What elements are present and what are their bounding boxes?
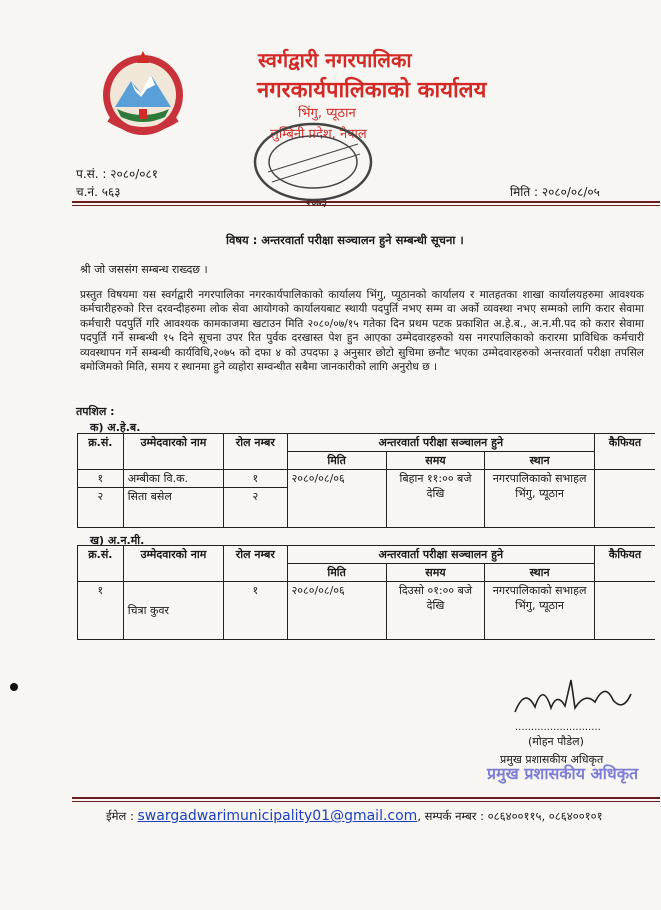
- group1-remark: [594, 470, 655, 528]
- hole-punch-mark: [10, 683, 18, 691]
- office-name: नगरकार्यपालिकाको कार्यालय: [257, 78, 487, 103]
- group2-table: क्र.सं. उम्मेदवारको नाम रोल नम्बर अन्तरवार्ता परीक्षा सञ्चालन हुने कैफियत मिति समय स्थान १ चित्रा कुवर १ २०८०/०८/०६ दिउसो ०१:०० बजे देखि नगरपालिकाको सभाहल भिंगु, प्यूठान: [77, 545, 655, 640]
- col-sn: क्र.सं.: [78, 434, 124, 470]
- office-address: भिंगु, प्यूठान: [298, 106, 356, 121]
- table-row: १ चित्रा कुवर १ २०८०/०८/०६ दिउसो ०१:०० बजे देखि नगरपालिकाको सभाहल भिंगु, प्यूठान: [78, 582, 656, 640]
- group1-table: [77, 433, 655, 528]
- header-divider-thin: [72, 205, 660, 206]
- col-remark: कैफियत: [594, 434, 655, 470]
- office-province: लुम्बिनी प्रदेश, नेपाल: [270, 127, 367, 142]
- annex-label: तपशिल :: [76, 405, 115, 418]
- signatory-name: (मोहन पौडेल): [528, 735, 584, 748]
- col-name: उम्मेदवारको नाम: [123, 434, 223, 470]
- letter-date: मिति : २०८०/०८/०५: [510, 185, 600, 199]
- col-roll: रोल नम्बर: [224, 434, 287, 470]
- col-time: समय: [386, 452, 485, 470]
- phone-numbers: , सम्पर्क नम्बर : ०८६४००११५, ०८६४००१०१: [417, 809, 603, 823]
- footer-divider-thin: [72, 801, 660, 802]
- notice-body: प्रस्तुत विषयमा यस स्वर्गद्वारी नगरपालिका नगरकार्यपालिकाको कार्यालय भिंगु, प्यूठानको कार्यालय र मातहतका शाखा कार्यालयहरुमा आवश्यक कर्मचारीहरुको रित्त दरवन्दीहरुमा लोक सेवा आयोगको कार्यालयबाट स्थायी पदपुर्ति नभए सम्म वा अर्को व्यवस्था नभए सम्मको लागि करार सेवामा कर्मचारी पदपुर्ति गरि आवश्यक कामकाजमा खटाउन मिति २०८०/०७/१५ गतेका दिन प्रथम पटक प्रकाशित अ.हे.ब., अ.न.मी.पद को करार सेवामा पदपुर्ति गर्ने सम्बन्धी १५ दिने सूचना उपर रित पुर्वक दरखास्त पेश हुन आएका उम्मेदवारहरुको यस नगरपालिकाको करारमा प्राविधिक कर्मचारी व्यवस्थापन गर्ने सम्बन्धी कार्यविधि,२०७५ को दफा ४ को उपदफा ३ अनुसार छोटो सुचिमा छनौट भएका उम्मेदवारहरुको अन्तरवार्ता परीक्षा तपसिल बमोजिमको मिति, समय र स्थानमा हुने व्यहोरा सम्वन्धीत सबैमा जानकारीको लागि अनुरोध छ ।: [80, 289, 644, 374]
- office-seal-stamp: [248, 120, 378, 210]
- nepal-emblem-icon: [95, 45, 191, 141]
- notice-subject: विषय : अन्तरवार्ता परीक्षा सञ्चालन हुने सम्बन्धी सूचना ।: [226, 233, 464, 247]
- group2-time: दिउसो ०१:०० बजे देखि: [386, 582, 485, 640]
- group1-date: २०८०/०८/०६: [287, 470, 386, 528]
- salutation: श्री जो जससंग सम्बन्ध राख्दछ ।: [80, 263, 208, 276]
- reference-number: प.सं. : २०८०/०८१: [76, 167, 158, 181]
- email-label: ईमेल :: [106, 809, 134, 823]
- seal-year: २०७३: [306, 198, 327, 209]
- col-place: स्थान: [485, 452, 595, 470]
- col-conduct: अन्तरवार्ता परीक्षा सञ्चालन हुने: [287, 434, 594, 452]
- group2-label: ख) अ.न.मी.: [90, 534, 145, 547]
- email-link[interactable]: swargadwarimunicipality01@gmail.com: [137, 808, 418, 824]
- footer-contact: [106, 808, 603, 824]
- handwritten-signature: [505, 672, 635, 727]
- col-date: मिति: [287, 452, 386, 470]
- signature-line: ...........................: [515, 722, 601, 733]
- table-row: १ अम्बीका वि.क. १ २०८०/०८/०६ बिहान ११:०० बजे देखि नगरपालिकाको सभाहल भिंगु, प्यूठान: [78, 470, 656, 488]
- header-divider: [72, 201, 660, 203]
- municipality-name: स्वर्गद्वारी नगरपालिका: [258, 48, 412, 72]
- group2-date: २०८०/०८/०६: [287, 582, 386, 640]
- table-row: २ सिता बसेल २: [78, 488, 656, 528]
- designation-stamp: प्रमुख प्रशासकीय अधिकृत: [487, 764, 639, 783]
- group2-remark: [594, 582, 655, 640]
- group2-place: नगरपालिकाको सभाहल भिंगु, प्यूठान: [485, 582, 595, 640]
- dispatch-number: च.नं. ५६३: [76, 185, 121, 199]
- footer-divider: [72, 797, 660, 799]
- group1-place: नगरपालिकाको सभाहल भिंगु, प्यूठान: [485, 470, 595, 528]
- signatory-title: प्रमुख प्रशासकीय अधिकृत: [500, 753, 604, 766]
- group1-time: बिहान ११:०० बजे देखि: [386, 470, 485, 528]
- group1-label: क) अ.हे.ब.: [90, 421, 141, 434]
